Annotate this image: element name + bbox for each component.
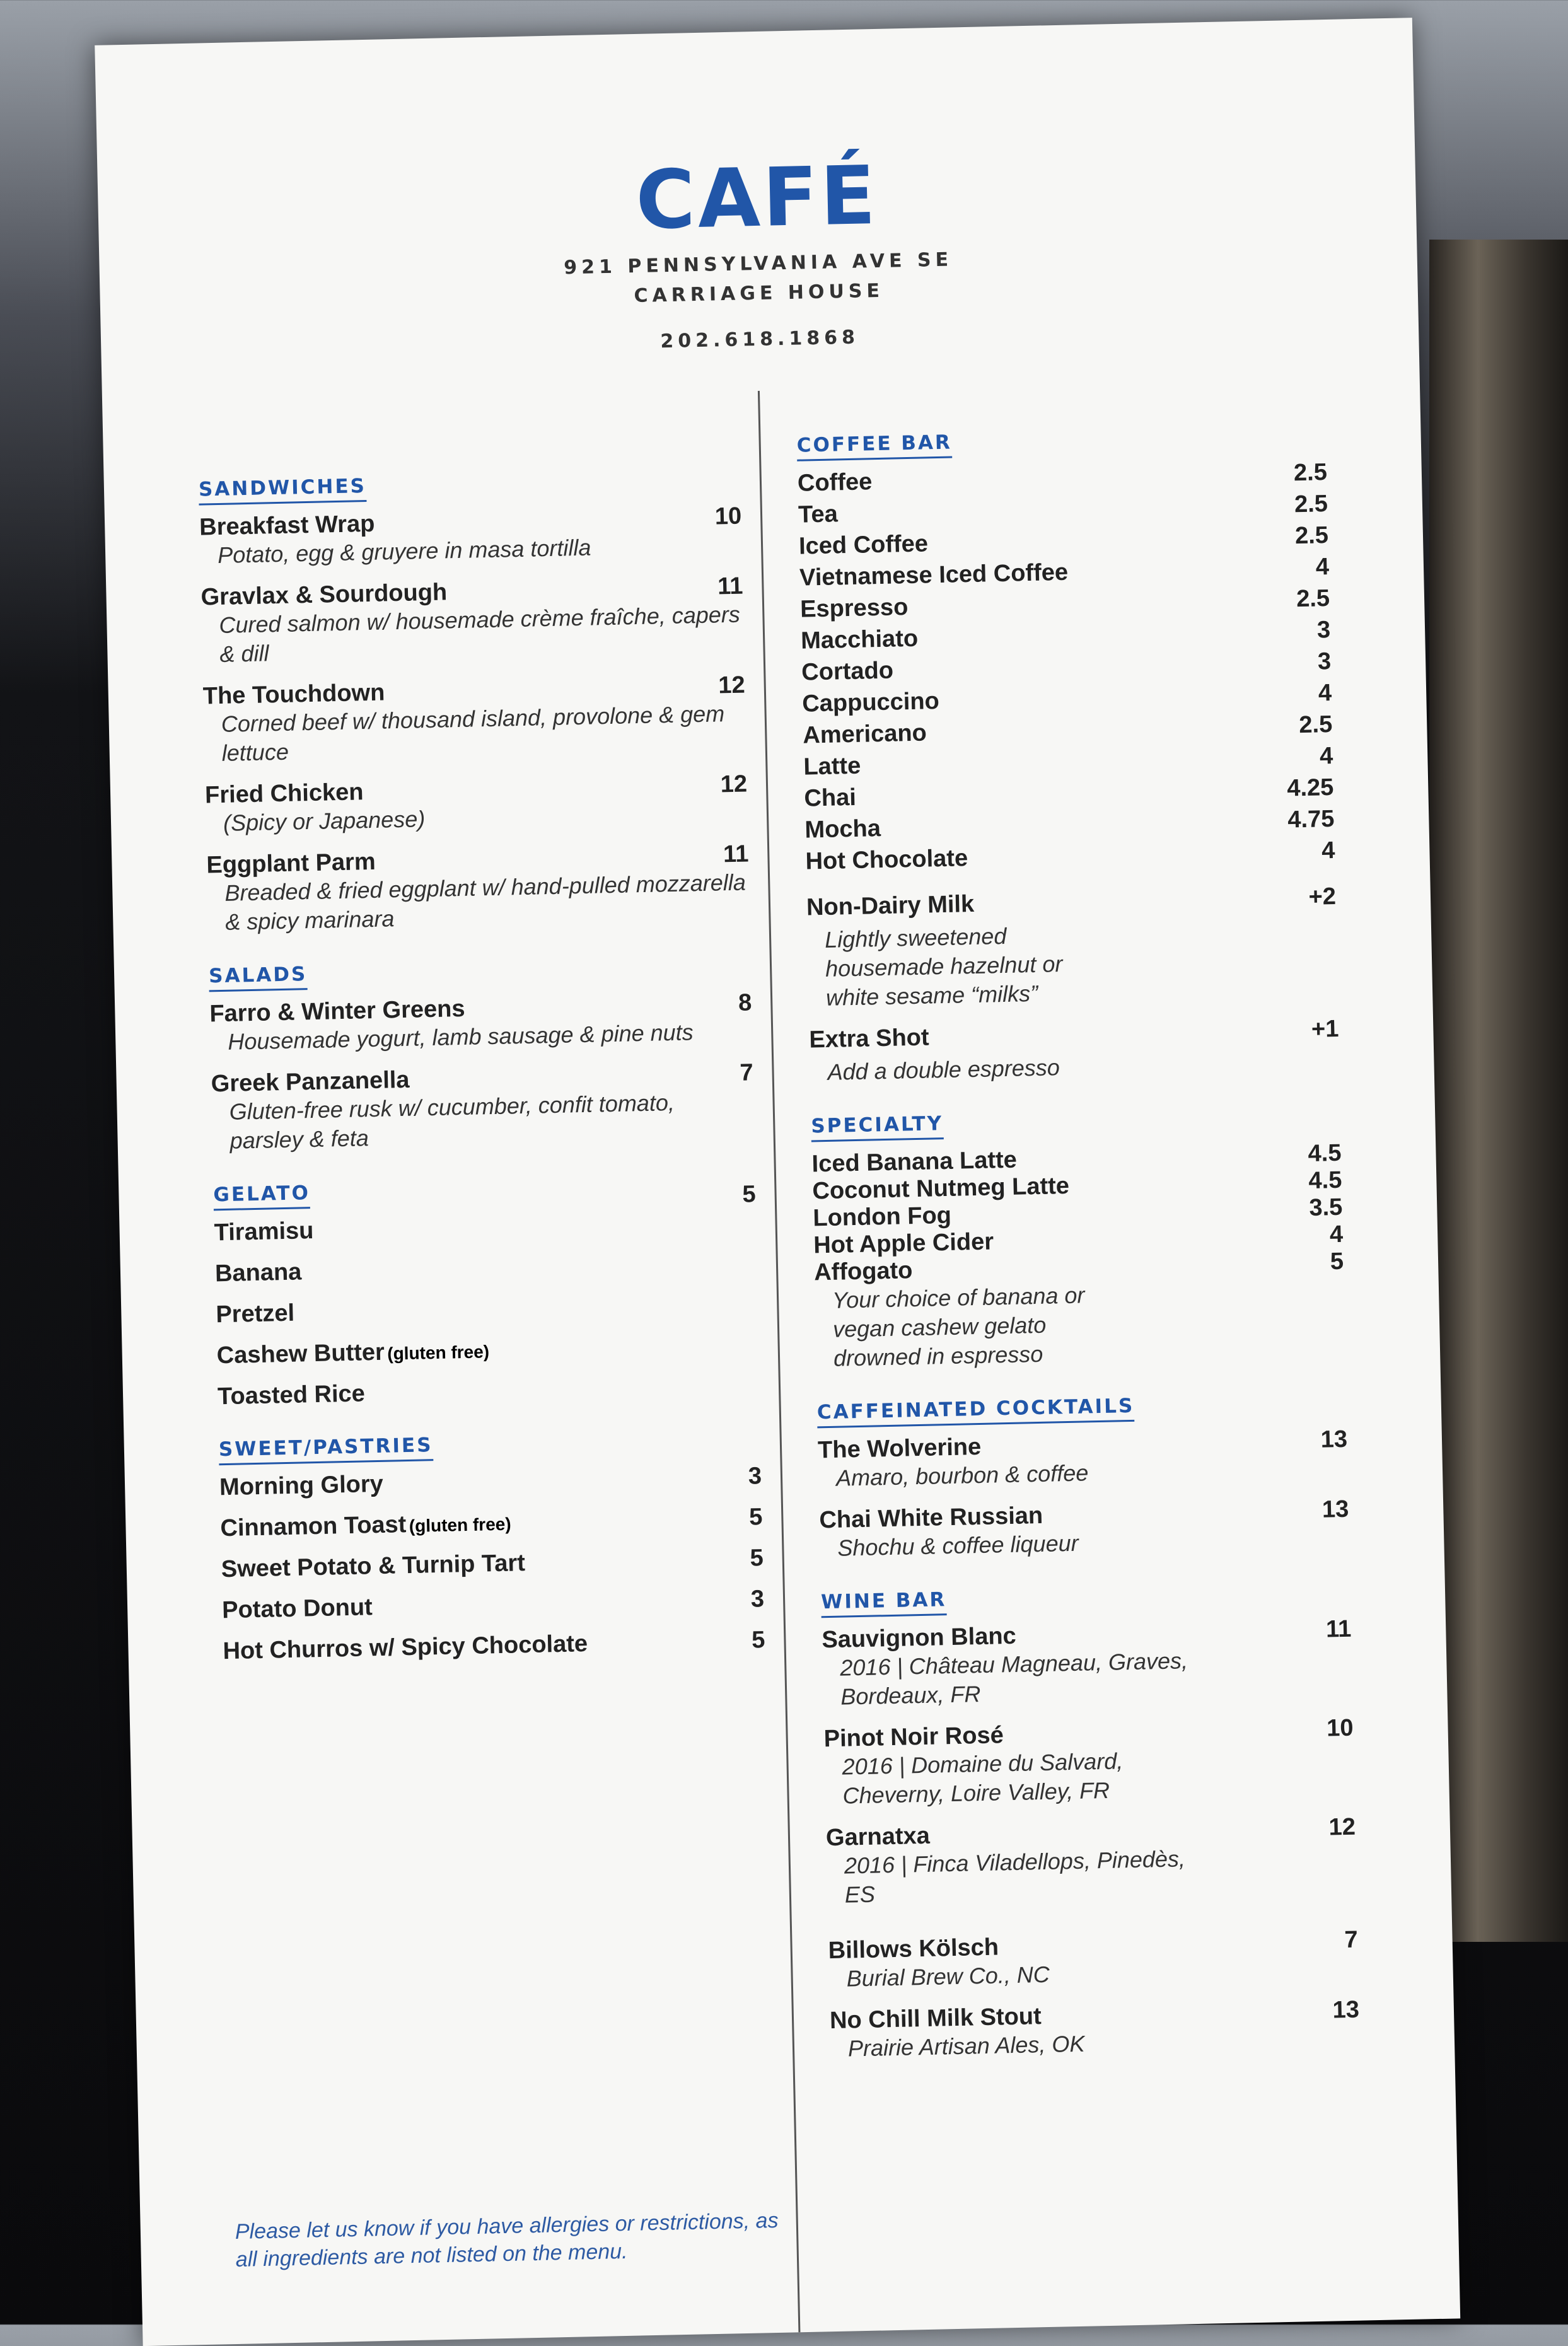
menu-item: Macchiato 3 xyxy=(800,617,1331,654)
menu-item: London Fog 3.5 xyxy=(813,1193,1343,1232)
item-price: 3 xyxy=(1316,617,1331,644)
item-price: 3 xyxy=(748,1463,762,1490)
menu-item: Sweet Potato & Turnip Tart 5 xyxy=(221,1545,764,1583)
item-price: 5 xyxy=(1330,1248,1344,1275)
item-price: 2.5 xyxy=(1293,459,1328,487)
item-description: 2016 | Domaine du Salvard, Cheverny, Loire Valley, FR xyxy=(842,1748,1124,1809)
item-description: (Spicy or Japanese) xyxy=(223,806,426,836)
item-price: 8 xyxy=(738,989,752,1016)
menu-item: Tea 2.5 xyxy=(798,491,1328,528)
item-price: 12 xyxy=(717,671,746,699)
column-divider xyxy=(758,391,801,2332)
item-name: Gravlax & Sourdough xyxy=(200,579,448,611)
item-price: 5 xyxy=(750,1545,764,1572)
item-description: Burial Brew Co., NC xyxy=(846,1961,1050,1992)
menu-item: Latte 4 xyxy=(803,743,1333,781)
item-price: 5 xyxy=(751,1627,765,1654)
beer-section xyxy=(828,1927,1360,2064)
menu-item: Sauvignon Blanc 11 2016 | Château Magneau, Graves, Bordeaux, FR xyxy=(822,1616,1353,1712)
gelato-flavor: Toasted Rice xyxy=(217,1380,366,1410)
menu-item: Morning Glory 3 xyxy=(219,1463,762,1501)
item-price: 4 xyxy=(1315,554,1330,581)
cocktails-heading: CAFFEINATED COCKTAILS xyxy=(817,1395,1135,1429)
specialty-heading: SPECIALTY xyxy=(811,1112,944,1142)
menu-item: Americano 2.5 xyxy=(802,711,1333,749)
menu-item: The Wolverine 13 Amaro, bourbon & coffee xyxy=(818,1426,1349,1494)
item-price: +1 xyxy=(1311,1015,1339,1043)
item-description: Amaro, bourbon & coffee xyxy=(835,1460,1089,1491)
item-description: 2016 | Finca Viladellops, Pinedès, ES xyxy=(844,1845,1186,1908)
pastries-section xyxy=(219,1427,765,1665)
item-name: Eggplant Parm xyxy=(206,848,376,879)
item-price: 2.5 xyxy=(1298,711,1333,739)
background-napkin-holder xyxy=(1429,240,1568,1942)
addon-item: Non-Dairy Milk +2 Lightly sweetened housemade hazelnut or white sesame “milks” xyxy=(806,883,1339,1013)
item-price: 4.5 xyxy=(1308,1166,1342,1194)
sandwiches-section xyxy=(199,467,750,938)
menu-item: Coconut Nutmeg Latte 4.5 xyxy=(812,1166,1342,1205)
item-price: +2 xyxy=(1308,883,1337,910)
coffee-bar-heading: COFFEE BAR xyxy=(796,431,952,462)
menu-item: Chai White Russian 13 Shochu & coffee liqueur xyxy=(819,1496,1350,1564)
item-price: 2.5 xyxy=(1294,522,1329,550)
menu-item: Hot Churros w/ Spicy Chocolate 5 xyxy=(223,1627,765,1665)
specialty-section xyxy=(811,1104,1345,1374)
item-price: 3 xyxy=(750,1586,765,1613)
menu-item xyxy=(205,770,748,838)
menu-item: Chai 4.25 xyxy=(804,774,1334,812)
item-price: 4 xyxy=(1321,837,1335,864)
address-line-1: 921 PENNSYLVANIA AVE SE xyxy=(563,248,953,279)
menu-item: Iced Banana Latte 4.5 xyxy=(811,1139,1342,1178)
item-price: 11 xyxy=(723,840,749,868)
item-description: Add a double espresso xyxy=(827,1054,1060,1085)
item-price: 12 xyxy=(1328,1813,1356,1841)
gluten-free-note: (gluten free) xyxy=(386,1342,490,1364)
menu-item: Espresso 2.5 xyxy=(799,585,1330,623)
item-price: 11 xyxy=(717,572,743,600)
item-description: Prairie Artisan Ales, OK xyxy=(847,2030,1085,2062)
item-description: Potato, egg & gruyere in masa tortilla xyxy=(217,534,591,568)
gelato-flavor: Tiramisu xyxy=(214,1217,314,1246)
left-column xyxy=(199,467,766,1693)
menu-item: Iced Coffee 2.5 xyxy=(798,522,1329,560)
menu-item: Coffee 2.5 xyxy=(797,459,1328,497)
gelato-price: 5 xyxy=(742,1181,757,1208)
item-price: 5 xyxy=(748,1504,763,1531)
sandwiches-heading: SANDWICHES xyxy=(199,475,367,506)
item-price: 11 xyxy=(1325,1615,1352,1643)
gelato-section xyxy=(213,1172,760,1410)
menu-item: Pinot Noir Rosé 10 2016 | Domaine du Salvard, Cheverny, Loire Valley, FR xyxy=(823,1715,1355,1811)
item-price: 4.5 xyxy=(1308,1139,1342,1167)
item-description: Corned beef w/ thousand island, provolone & gem lettuce xyxy=(221,700,725,766)
address-line-2: CARRIAGE HOUSE xyxy=(634,279,885,308)
item-price: 2.5 xyxy=(1294,491,1328,518)
menu-item: Potato Donut 3 xyxy=(221,1586,765,1624)
item-name: The Touchdown xyxy=(202,679,385,710)
menu-header xyxy=(97,137,1419,364)
item-price: 7 xyxy=(1344,1926,1359,1954)
item-description: Shochu & coffee liqueur xyxy=(837,1530,1079,1561)
menu-item: Hot Apple Cider 4 xyxy=(813,1221,1344,1259)
item-price: 3 xyxy=(1317,648,1332,675)
menu-item: Garnatxa 12 2016 | Finca Viladellops, Pinedès, ES xyxy=(826,1814,1357,1910)
item-price: 13 xyxy=(1332,1996,1360,2024)
item-price: 2.5 xyxy=(1296,585,1330,613)
item-price: 4 xyxy=(1329,1221,1344,1248)
menu-item: Cappuccino 4 xyxy=(801,680,1332,717)
gluten-free-note: (gluten free) xyxy=(409,1514,511,1536)
menu-item: Cinnamon Toast (gluten free) 5 xyxy=(220,1504,763,1542)
cocktails-section xyxy=(817,1390,1350,1564)
gelato-flavor: Pretzel xyxy=(215,1299,295,1328)
item-price: 3.5 xyxy=(1309,1193,1343,1221)
menu-item xyxy=(200,573,745,670)
item-description: Cured salmon w/ housemade crème fraîche, capers & dill xyxy=(219,601,741,667)
menu-item: Mocha 4.75 xyxy=(804,805,1335,844)
item-name: Fried Chicken xyxy=(204,779,364,809)
item-price: 7 xyxy=(740,1059,754,1086)
menu-item xyxy=(211,1059,755,1156)
addon-item: Extra Shot +1 Add a double espresso xyxy=(809,1016,1340,1088)
menu-item xyxy=(209,989,753,1057)
menu-item: Hot Chocolate 4 xyxy=(805,837,1335,875)
item-price: 12 xyxy=(720,770,748,798)
item-name: Breakfast Wrap xyxy=(199,510,375,541)
item-description: Lightly sweetened housemade hazelnut or white sesame “milks” xyxy=(824,922,1063,1011)
item-description: Your choice of banana or vegan cashew gelato drowned in espresso xyxy=(832,1282,1085,1371)
cafe-title: CAFÉ xyxy=(635,148,879,248)
pastries-heading: SWEET/PASTRIES xyxy=(219,1434,433,1465)
item-description: 2016 | Château Magneau, Graves, Bordeaux, FR xyxy=(839,1647,1188,1710)
item-description: Housemade yogurt, lamb sausage & pine nuts xyxy=(227,1019,694,1055)
gelato-heading: GELATO xyxy=(213,1182,310,1211)
menu-card xyxy=(95,18,1460,2346)
item-price: 4.25 xyxy=(1286,774,1334,802)
gelato-flavor: Cashew Butter (gluten free) xyxy=(216,1338,490,1369)
menu-item xyxy=(206,840,750,937)
coffee-bar-section xyxy=(796,423,1340,1087)
item-price: 4.75 xyxy=(1287,805,1335,833)
gelato-flavor: Banana xyxy=(214,1258,302,1287)
right-column xyxy=(796,423,1361,2091)
allergy-note: Please let us know if you have allergies or restrictions, as all ingredients are not listed on the menu. xyxy=(235,2208,779,2272)
item-name: Farro & Winter Greens xyxy=(209,995,465,1028)
wine-bar-heading: WINE BAR xyxy=(821,1588,947,1618)
item-name: Greek Panzanella xyxy=(211,1066,410,1098)
item-description: Gluten-free rusk w/ cucumber, confit tomato, parsley & feta xyxy=(229,1089,675,1154)
item-price: 4 xyxy=(1318,680,1332,707)
menu-item: Affogato 5 Your choice of banana or vegan cashew gelato drowned in espresso xyxy=(814,1248,1346,1374)
menu-item xyxy=(202,672,746,769)
item-price: 13 xyxy=(1321,1495,1349,1523)
salads-heading: SALADS xyxy=(209,963,308,992)
menu-item: Cortado 3 xyxy=(801,648,1332,686)
menu-item: Vietnamese Iced Coffee 4 xyxy=(799,554,1330,591)
item-description: Breaded & fried eggplant w/ hand-pulled mozzarella & spicy marinara xyxy=(224,869,746,935)
phone-number: 202.618.1868 xyxy=(660,326,860,353)
item-price: 13 xyxy=(1320,1426,1348,1453)
wine-bar-section xyxy=(821,1580,1357,1910)
menu-item xyxy=(199,503,743,571)
item-price: 10 xyxy=(1326,1714,1354,1742)
item-price: 10 xyxy=(714,502,742,530)
salads-section xyxy=(209,953,755,1156)
item-price: 4 xyxy=(1319,743,1333,770)
menu-item: No Chill Milk Stout 13 Prairie Artisan Ales, OK xyxy=(830,1997,1361,2064)
menu-item: Billows Kölsch 7 Burial Brew Co., NC xyxy=(828,1927,1359,1994)
